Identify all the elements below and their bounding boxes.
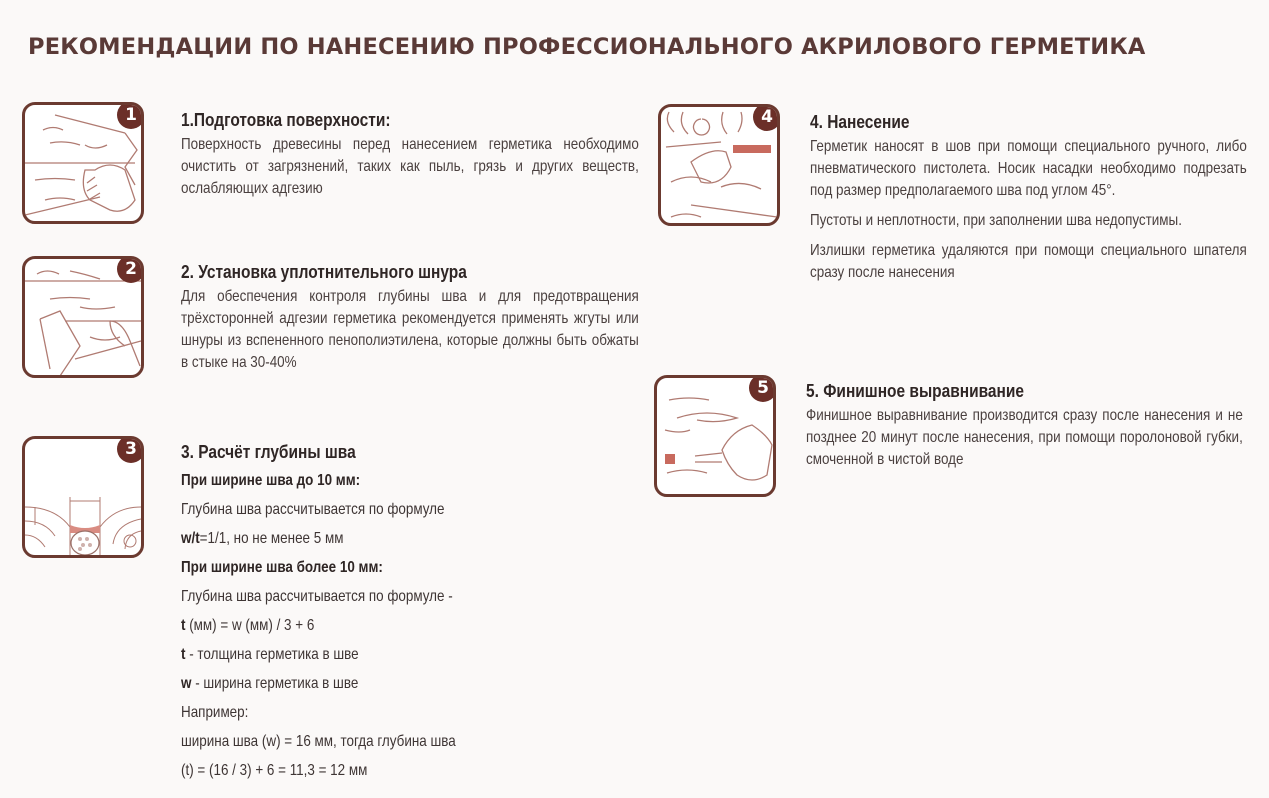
step-description: Для обеспечения контроля глубины шва и для предотвращения трёхсторонней адгезии герметика рекомендуется применять жгуты или шнуры из вспененного пенополиэтилена, которые должны быть обжаты в стыке на 30-40% [181,288,639,371]
step-heading: 5. Финишное выравнивание [806,381,1025,401]
step-heading: 2. Установка уплотнительного шнура [181,262,467,282]
formula-line: w - ширина герметика в шве [181,675,359,692]
page-title: РЕКОМЕНДАЦИИ ПО НАНЕСЕНИЮ ПРОФЕССИОНАЛЬНОГО АКРИЛОВОГО ГЕРМЕТИКА [28,34,1146,60]
step-description: Поверхность древесины перед нанесением герметика необходимо очистить от загрязнений, таких как пыль, грязь и других веществ, ослабляющих адгезию [181,136,639,197]
step-1-text [181,110,726,200]
step-heading: 4. Нанесение [810,112,910,132]
step-heading: 3. Расчёт глубины шва [181,442,356,462]
step-4-text [810,112,1269,284]
step-3-text [181,442,508,785]
step-1-illustration [22,102,144,224]
step-4-illustration [658,104,780,226]
formula-line: Глубина шва рассчитывается по формуле [181,501,445,518]
step-5-illustration [654,375,776,497]
formula-line: t (мм) = w (мм) / 3 + 6 [181,617,315,634]
step-description: Герметик наносят в шов при помощи специального ручного, либо пневматического пистолета. Носик насадки необходимо подрезать под размер предполагаемого шва под углом 45°. [810,138,1247,199]
step-note: Пустоты и неплотности, при заполнении шва недопустимы. [810,212,1182,229]
formula-line: ширина шва (w) = 16 мм, тогда глубина шва [181,733,456,750]
step-heading: 1.Подготовка поверхности: [181,110,391,130]
formula-line: w/t=1/1, но не менее 5 мм [181,530,344,547]
step-note: Излишки герметика удаляются при помощи специального шпателя сразу после нанесения [810,242,1247,281]
formula-line: Глубина шва рассчитывается по формуле - [181,588,453,605]
step-number-badge: 1 [117,102,144,129]
step-number-badge: 5 [749,375,776,402]
step-3-illustration [22,436,144,558]
formula-line: При ширине шва более 10 мм: [181,559,383,576]
step-number-badge: 2 [117,256,144,283]
formula-line: (t) = (16 / 3) + 6 = 11,3 = 12 мм [181,762,368,779]
step-2-text [181,262,726,374]
step-5-text [806,381,1269,471]
step-description: Финишное выравнивание производится сразу после нанесения и не позднее 20 минут после нанесения, при помощи поролоновой губки, смоченной в чистой воде [806,407,1243,468]
formula-line: При ширине шва до 10 мм: [181,472,361,489]
formula-line: t - толщина герметика в шве [181,646,359,663]
step-number-badge: 4 [753,104,780,131]
step-2-illustration [22,256,144,378]
formula-line: Например: [181,704,249,721]
step-number-badge: 3 [117,436,144,463]
